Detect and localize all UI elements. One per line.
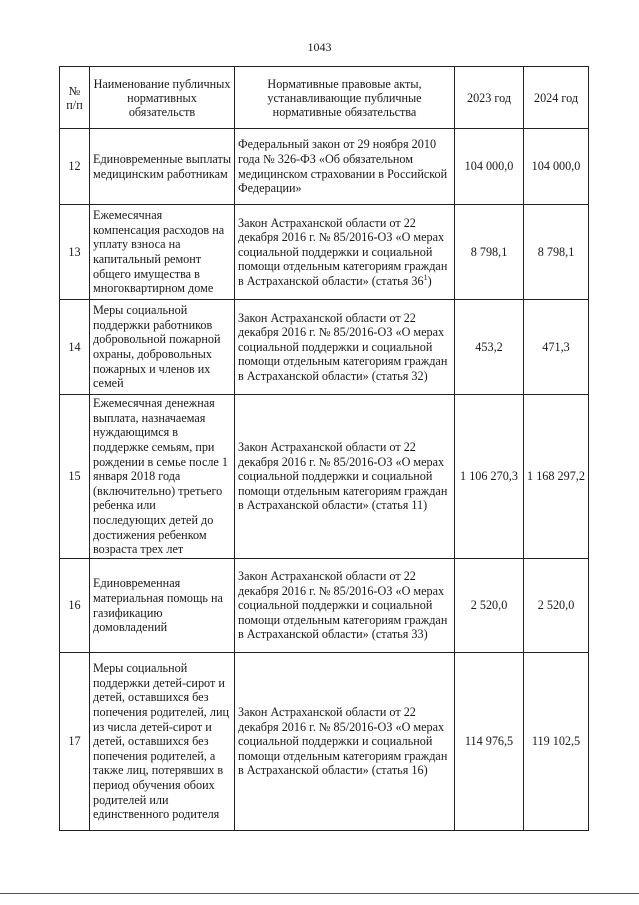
row-amount-2023: 8 798,1: [455, 205, 524, 300]
row-name: Единовременные выплаты медицинским работникам: [90, 129, 235, 205]
header-name: Наименование публичных нормативных обязательств: [90, 67, 235, 129]
table-row: [60, 395, 589, 559]
row-act-text: Закон Астраханской области от 22 декабря 2016 г. № 85/2016-ОЗ «О мерах социальной поддержки и социальной помощи отдельным категориям граждан в Астраханской области» (статья 33): [238, 569, 448, 642]
row-act-text: Федеральный закон от 29 ноября 2010 года № 326-ФЗ «Об обязательном медицинском страховании в Российской Федерации»: [238, 137, 448, 196]
row-act: [235, 395, 455, 559]
row-amount-2024: 2 520,0: [524, 559, 589, 653]
table-row: [60, 129, 589, 205]
header-act: Нормативные правовые акты, устанавливающие публичные нормативные обязательства: [235, 67, 455, 129]
row-name: Ежемесячная денежная выплата, назначаемая нуждающимся в поддержке семьям, при рождении в семье после 1 января 2018 года (включительно) третьего ребенка или последующих детей до достижения ребенком возраста трех лет: [90, 395, 235, 559]
row-num: 17: [60, 653, 90, 831]
row-amount-2023: 453,2: [455, 300, 524, 395]
row-act-superscript: 1: [423, 272, 428, 282]
row-num: 13: [60, 205, 90, 300]
row-act: [235, 129, 455, 205]
row-num: 15: [60, 395, 90, 559]
table-row: [60, 559, 589, 653]
table-row: [60, 205, 589, 300]
row-amount-2023: 104 000,0: [455, 129, 524, 205]
row-amount-2023: 114 976,5: [455, 653, 524, 831]
row-name: Единовременная материальная помощь на газификацию домовладений: [90, 559, 235, 653]
row-amount-2024: 8 798,1: [524, 205, 589, 300]
table-row: [60, 300, 589, 395]
row-act: [235, 205, 455, 300]
header-year-2023: 2023 год: [455, 67, 524, 129]
row-amount-2023: 2 520,0: [455, 559, 524, 653]
row-name: Меры социальной поддержки работников добровольной пожарной охраны, добровольных пожарных и членов их семей: [90, 300, 235, 395]
row-num: 14: [60, 300, 90, 395]
row-act-text: Закон Астраханской области от 22 декабря 2016 г. № 85/2016-ОЗ «О мерах социальной поддержки и социальной помощи отдельным категориям граждан в Астраханской области» (статья 32): [238, 310, 448, 383]
header-num: № п/п: [60, 67, 90, 129]
row-act-tail: ): [427, 273, 432, 288]
row-name: Меры социальной поддержки детей-сирот и детей, оставшихся без попечения родителей, лиц из числа детей-сирот и детей, оставшихся без попечения родителей, а также лиц, потерявших в период обучения обоих родителей или единственного родителя: [90, 653, 235, 831]
row-act-text: Закон Астраханской области от 22 декабря 2016 г. № 85/2016-ОЗ «О мерах социальной поддержки и социальной помощи отдельным категориям граждан в Астраханской области» (статья 36: [238, 215, 448, 288]
row-amount-2024: 104 000,0: [524, 129, 589, 205]
table-header-row: [60, 67, 589, 129]
row-num: 16: [60, 559, 90, 653]
table-row: [60, 653, 589, 831]
page-number: 1043: [307, 40, 332, 54]
row-name: Ежемесячная компенсация расходов на уплату взноса на капитальный ремонт общего имущества в многоквартирном доме: [90, 205, 235, 300]
row-act-text: Закон Астраханской области от 22 декабря 2016 г. № 85/2016-ОЗ «О мерах социальной поддержки и социальной помощи отдельным категориям граждан в Астраханской области» (статья 16): [238, 705, 448, 778]
row-act-text: Закон Астраханской области от 22 декабря 2016 г. № 85/2016-ОЗ «О мерах социальной поддержки и социальной помощи отдельным категориям граждан в Астраханской области» (статья 11): [238, 440, 448, 513]
row-amount-2024: 1 168 297,2: [524, 395, 589, 559]
row-num: 12: [60, 129, 90, 205]
row-act: [235, 559, 455, 653]
row-amount-2024: 471,3: [524, 300, 589, 395]
row-amount-2024: 119 102,5: [524, 653, 589, 831]
row-act: [235, 653, 455, 831]
page-bottom-rule: [0, 893, 639, 894]
row-amount-2023: 1 106 270,3: [455, 395, 524, 559]
obligations-table: [59, 66, 589, 831]
header-year-2024: 2024 год: [524, 67, 589, 129]
row-act: [235, 300, 455, 395]
